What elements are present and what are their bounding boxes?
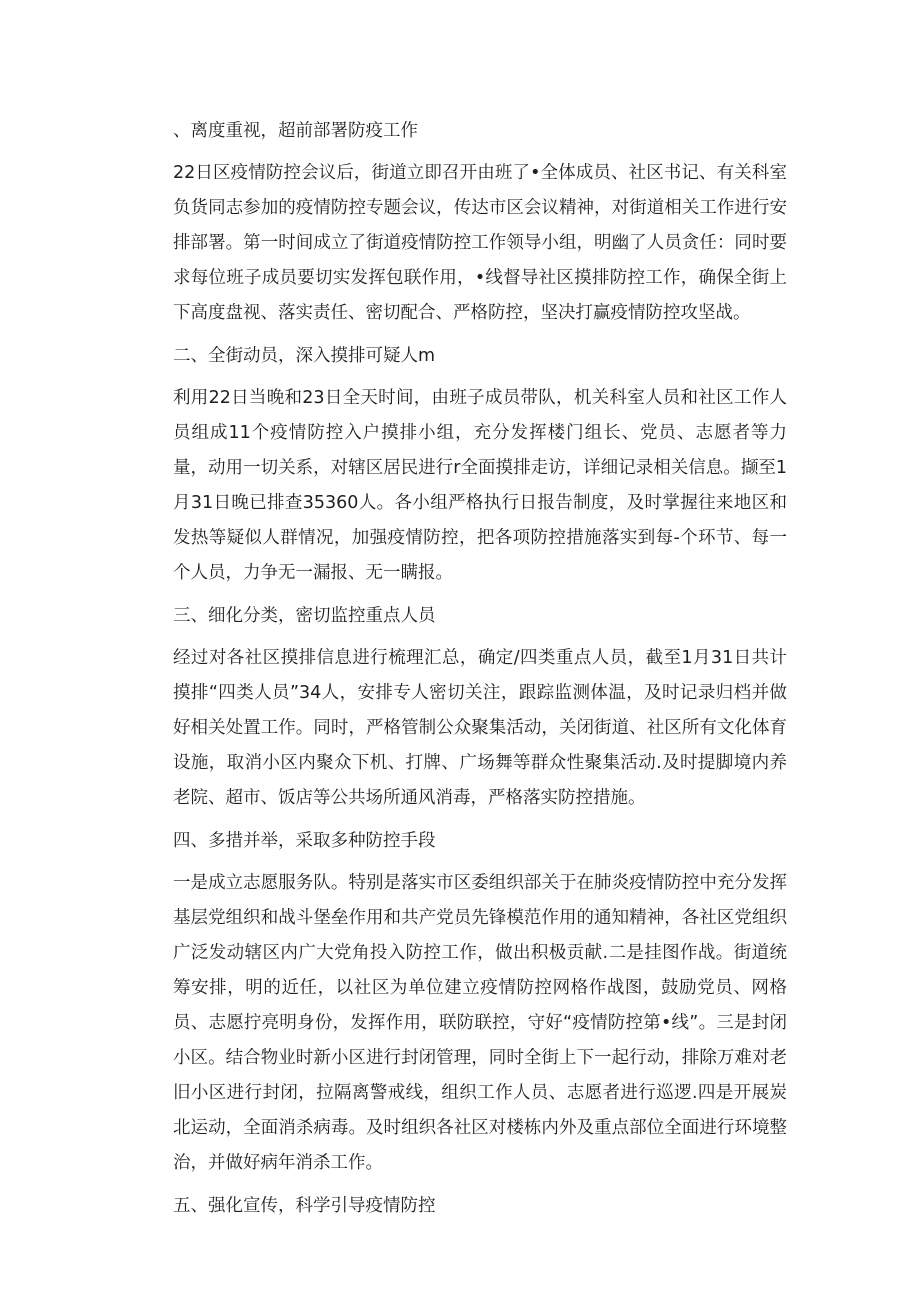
section-paragraph-1-text: 22日区疫情防控会议后，街道立即召开由班了•全体成员、社区书记、有关科室负货同志参加的疫情防控专题会议，传达市区会议精神，对街道相关工作进行安排部署。第一时间成立了街道疫情防控工作领导小组，明幽了人员贪任：同时要求每位班子成员要切实发挥包联作用，•线督导社区摸排防控工作，确保全街上下高度盘视、落实责任、密切配合、严格防控，坚决打赢疫情防控攻坚战。 <box>173 163 787 323</box>
section-heading-2: 二、全街动员，深入摸排可疑人m <box>173 346 436 366</box>
section-paragraph-4-text: 一是成立志愿服务队。特别是落实市区委组织部关于在肺炎疫情防控中充分发挥基层党组织和战斗堡垒作用和共产党员先锋模范作用的通知精神，各社区党组织广泛发动辖区内广大党角投入防控工作，做出积极贡献.二是挂图作战。街道统筹安排，明的近任，以社区为单位建立疫情防控网格作战图，鼓励党员、网格员、志愿拧亮明身份，发挥作用，联防联控，守好“疫情防控第•线”。三是封闭小区。结合物业时新小区进行封闭管理，同时全街上下一起行动，排除万难对老旧小区进行封闭，拉隔离警戒线，组织工作人员、志愿者进行巡逻.四是开展炭北运动，全面消杀病毒。及时组织各社区对楼栋内外及重点部位全面进行环境整治，并做好病年消杀工作。 <box>173 873 787 1173</box>
section-heading-4: 四、多措并举，采取多种防控手段 <box>173 831 436 851</box>
section-paragraph-3-text: 经过对各社区摸排信息进行梳理汇总，确定/四类重点人员，截至1月31日共计摸排“四类人员”34人，安排专人密切关注，跟踪监测体温，及时记录归档并做好相关处置工作。同时，严格管制公众聚集活动，关闭街道、社区所有文化体育设施，取消小区内聚众下机、打牌、广场舞等群众性聚集活动.及时提脚境内养老院、超市、饭店等公共场所通风消毒，严格落实防控措施。 <box>173 648 787 808</box>
section-paragraph-4 <box>173 866 787 1181</box>
section-heading-5: 五、强化宣传，科学引导疫情防控 <box>173 1196 436 1216</box>
section-heading-3: 三、细化分类，密切监控重点人员 <box>173 606 436 626</box>
section-paragraph-2 <box>173 381 787 591</box>
section-paragraph-1 <box>173 156 787 331</box>
section-paragraph-2-text: 利用22日当晚和23日全天时间，由班子成员带队，机关科室人员和社区工作人员组成11个疫情防控入户摸排小组，充分发挥楼门组长、党员、志愿者等力量，动用一切关系，对辖区居民进行r全面摸排走访，详细记录相关信息。撷至1月31日晚已排查35360人。各小组严格执行日报告制度，及时掌握往来地区和发热等疑似人群情况，加强疫情防控，把各项防控措施落实到每-个环节、每一个人员，力争无一漏报、无一瞒报。 <box>173 388 787 583</box>
section-heading-1: 、离度重视，超前部署防疫工作 <box>173 121 418 141</box>
document-body <box>173 116 787 1231</box>
section-paragraph-3 <box>173 641 787 816</box>
